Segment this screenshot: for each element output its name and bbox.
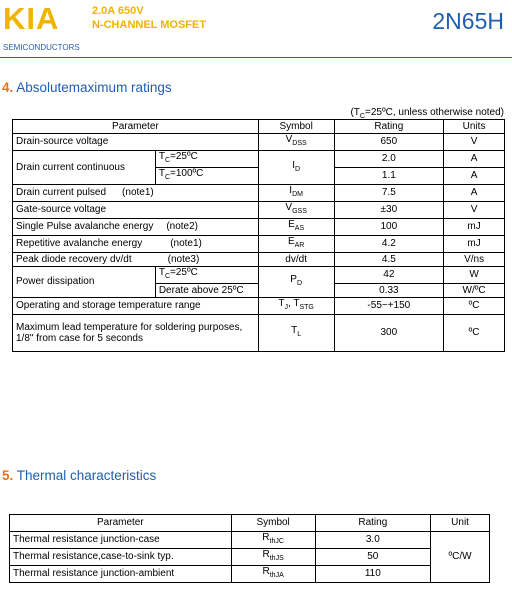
rating-cell: 100 [334, 219, 444, 236]
col-symbol: Symbol [258, 120, 334, 134]
section-4-number: 4. [2, 80, 14, 95]
company-logo: KIA [3, 1, 60, 36]
param-cell: Drain current pulsed (note1) [13, 185, 259, 202]
col-rating: Rating [334, 120, 444, 134]
condition-cell: Derate above 25ºC [155, 284, 258, 298]
table-row [13, 253, 505, 267]
part-number: 2N65H [432, 8, 504, 34]
unit-cell: ºC [444, 298, 505, 315]
rating-cell: 3.0 [315, 532, 431, 549]
param-cell: Drain-source voltage [13, 134, 259, 151]
symbol-cell: $E_{AR}$ [258, 236, 334, 253]
unit-cell: ºC/W [431, 532, 490, 583]
rating-cell: 2.0 [334, 151, 444, 168]
section-5-label: Thermal characteristics [13, 468, 157, 483]
rating-cell: -55~+150 [334, 298, 444, 315]
param-cell: Single Pulse avalanche energy (note2) [13, 219, 259, 236]
table-row [13, 202, 505, 219]
rating-cell: 4.5 [334, 253, 444, 267]
cond-text-post: =25ºC, unless otherwise noted) [364, 107, 504, 118]
param-cell: Thermal resistance junction-case [10, 532, 232, 549]
symbol-cell: $V_{DSS}$ [258, 134, 334, 151]
product-rating: 2.0A 650V [92, 5, 144, 17]
symbol-cell: $E_{AS}$ [258, 219, 334, 236]
table-row [13, 185, 505, 202]
thermal-characteristics-table [9, 514, 490, 583]
symbol-cell: $T_L$ [258, 315, 334, 352]
param-cell: Repetitive avalanche energy (note1) [13, 236, 259, 253]
unit-cell: A [444, 168, 505, 185]
param-cell: Drain current continuous [13, 151, 156, 185]
product-type: N-CHANNEL MOSFET [92, 19, 207, 31]
symbol-cell: $V_{GSS}$ [258, 202, 334, 219]
table-row [10, 566, 490, 583]
section-5-title [2, 468, 156, 483]
symbol-cell: $R_{thJA}$ [231, 566, 315, 583]
table-row [13, 298, 505, 315]
section-4-label: Absolutemaximum ratings [13, 80, 172, 95]
table-row [13, 236, 505, 253]
cond-sub: C [359, 113, 365, 120]
symbol-cell: dv/dt [258, 253, 334, 267]
col-unit: Unit [431, 515, 490, 532]
absolute-max-ratings-table [12, 119, 505, 352]
condition-cell: $T_C=25ºC$ [155, 151, 258, 168]
unit-cell: V/ns [444, 253, 505, 267]
col-parameter: Parameter [13, 120, 259, 134]
rating-cell: 1.1 [334, 168, 444, 185]
param-cell: Power dissipation [13, 267, 156, 298]
param-cell: Peak diode recovery dv/dt (note3) [13, 253, 259, 267]
col-rating: Rating [315, 515, 431, 532]
unit-cell: A [444, 151, 505, 168]
symbol-cell: $I_D$ [258, 151, 334, 185]
col-symbol: Symbol [231, 515, 315, 532]
symbol-cell: $P_D$ [258, 267, 334, 298]
cond-text: (T [350, 107, 360, 118]
rating-cell: 42 [334, 267, 444, 284]
section-5-number: 5. [2, 468, 14, 483]
symbol-cell: $I_{DM}$ [258, 185, 334, 202]
rating-cell: 0.33 [334, 284, 444, 298]
section-4-title [2, 80, 172, 95]
unit-cell: ºC [444, 315, 505, 352]
unit-cell: W/ºC [444, 284, 505, 298]
param-cell: Operating and storage temperature range [13, 298, 259, 315]
table-row [10, 549, 490, 566]
param-cell: Gate-source voltage [13, 202, 259, 219]
unit-cell: A [444, 185, 505, 202]
rating-cell: 650 [334, 134, 444, 151]
param-cell: Thermal resistance junction-ambient [10, 566, 232, 583]
header-divider [0, 57, 512, 58]
param-cell: Thermal resistance,case-to-sink typ. [10, 549, 232, 566]
rating-cell: 110 [315, 566, 431, 583]
col-parameter: Parameter [10, 515, 232, 532]
table-row [13, 151, 505, 168]
unit-cell: mJ [444, 219, 505, 236]
unit-cell: W [444, 267, 505, 284]
condition-cell: $T_C=25ºC$ [155, 267, 258, 284]
table-row [10, 532, 490, 549]
table-header-row [10, 515, 490, 532]
table-row [13, 134, 505, 151]
table-row [13, 267, 505, 284]
table-row [13, 315, 505, 352]
symbol-cell: $R_{thJS}$ [231, 549, 315, 566]
symbol-cell: $R_{thJC}$ [231, 532, 315, 549]
symbol-cell: $T_J$, $T_{STG}$ [258, 298, 334, 315]
logo-subtitle: SEMICONDUCTORS [3, 43, 80, 52]
table-header-row [13, 120, 505, 134]
rating-cell: 7.5 [334, 185, 444, 202]
rating-cell: 300 [334, 315, 444, 352]
rating-cell: ±30 [334, 202, 444, 219]
rating-cell: 4.2 [334, 236, 444, 253]
param-cell: Maximum lead temperature for soldering purposes, 1/8" from case for 5 seconds [13, 315, 259, 352]
unit-cell: V [444, 134, 505, 151]
unit-cell: V [444, 202, 505, 219]
rating-cell: 50 [315, 549, 431, 566]
page-header [0, 0, 512, 58]
table-row [13, 219, 505, 236]
unit-cell: mJ [444, 236, 505, 253]
col-units: Units [444, 120, 505, 134]
condition-cell: $T_C=100ºC$ [155, 168, 258, 185]
